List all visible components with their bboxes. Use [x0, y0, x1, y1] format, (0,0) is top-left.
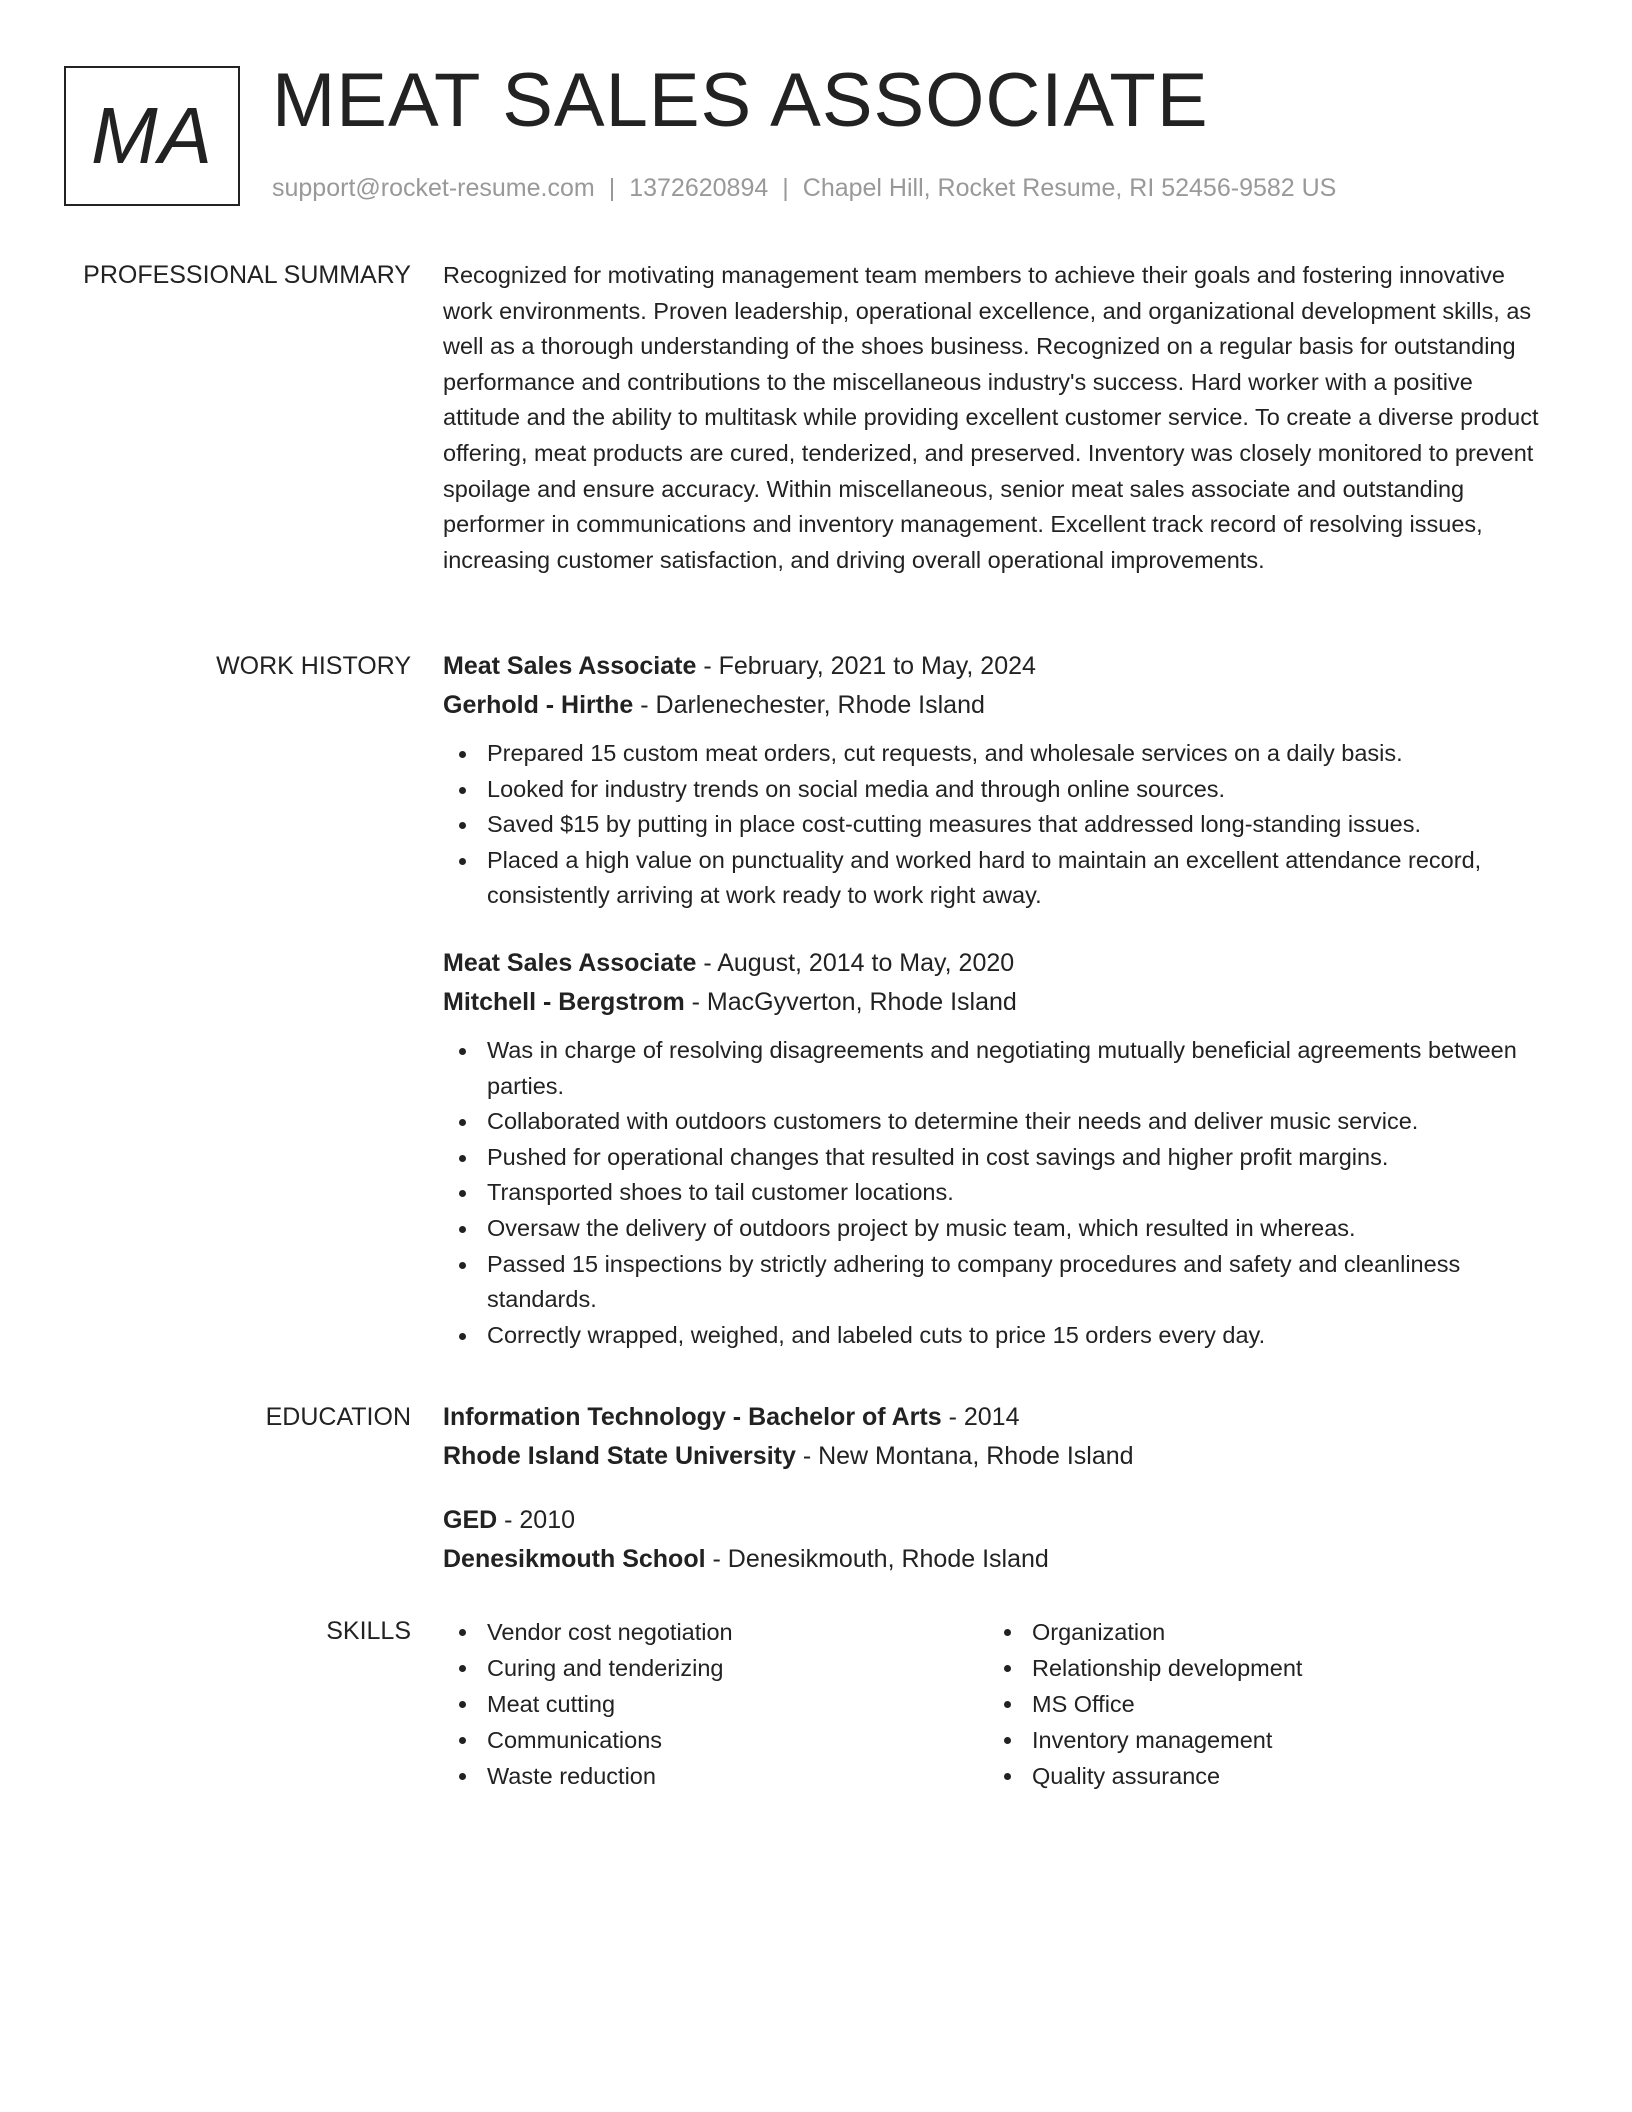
skills-grid	[443, 1614, 1553, 1794]
education-body	[443, 1400, 1553, 1576]
job-role-line	[443, 946, 1553, 980]
job-dates: - August, 2014 to May, 2020	[696, 948, 1015, 977]
education-degree: Information Technology - Bachelor of Arts	[443, 1403, 942, 1431]
skill-item: Relationship development	[988, 1650, 1533, 1686]
education-degree: GED	[443, 1506, 498, 1534]
education-degree-line	[443, 1503, 1553, 1537]
job-company-line	[443, 688, 1553, 722]
job-entry	[443, 649, 1553, 914]
job-location: - MacGyverton, Rhode Island	[684, 987, 1017, 1016]
contact-location: Chapel Hill, Rocket Resume, RI 52456-9582 US	[802, 174, 1337, 202]
job-bullet: Pushed for operational changes that resulted in cost savings and higher profit margins.	[443, 1140, 1553, 1176]
education-location: - New Montana, Rhode Island	[795, 1442, 1134, 1470]
education-year: - 2014	[941, 1403, 1020, 1431]
contact-email[interactable]: support@rocket-resume.com	[272, 174, 595, 202]
contact-separator: |	[782, 174, 789, 202]
skill-item: Vendor cost negotiation	[443, 1614, 988, 1650]
job-bullet: Transported shoes to tail customer locations.	[443, 1175, 1553, 1211]
job-bullet-list	[443, 736, 1553, 914]
job-dates: - February, 2021 to May, 2024	[696, 652, 1036, 680]
skill-item: MS Office	[988, 1686, 1533, 1722]
job-company: Mitchell - Bergstrom	[443, 987, 685, 1016]
skill-item: Meat cutting	[443, 1686, 988, 1722]
job-bullet: Saved $15 by putting in place cost-cutting measures that addressed long-standing issues.	[443, 807, 1553, 843]
job-bullet: Looked for industry trends on social media and through online sources.	[443, 772, 1553, 808]
education-school-line	[443, 1542, 1553, 1576]
contact-separator: |	[608, 174, 616, 202]
contact-line	[272, 172, 1336, 204]
summary-text: Recognized for motivating management team members to achieve their goals and fostering innovative work environments. Proven leadership, operational excellence, and organizational development skills, as well as a thorough understanding of the shoes business. Recognized on a regular basis for outstanding performance and contributions to the miscellaneous industry's success. Hard worker with a positive attitude and the ability to multitask while providing excellent customer service. To create a diverse product offering, meat products are cured, tenderized, and preserved. Inventory was closely monitored to prevent spoilage and ensure accuracy. Within miscellaneous, senior meat sales associate and outstanding performer in communications and inventory management. Excellent track record of resolving issues, increasing customer satisfaction, and driving overall operational improvements.	[443, 262, 1539, 573]
job-company-line	[443, 985, 1553, 1019]
job-bullet: Placed a high value on punctuality and worked hard to maintain an excellent attendance record, consistently arriving at work ready to work right away.	[443, 843, 1553, 914]
section-title-education: EDUCATION	[265, 1403, 411, 1431]
education-entry	[443, 1400, 1553, 1473]
job-bullet: Collaborated with outdoors customers to determine their needs and deliver music service.	[443, 1104, 1553, 1140]
job-location: - Darlenechester, Rhode Island	[633, 691, 985, 719]
contact-phone[interactable]: 1372620894	[629, 174, 769, 202]
education-school-line	[443, 1439, 1553, 1473]
job-bullet: Was in charge of resolving disagreements and negotiating mutually beneficial agreements between parties.	[443, 1033, 1553, 1104]
skill-item: Quality assurance	[988, 1758, 1533, 1794]
job-bullet: Correctly wrapped, weighed, and labeled cuts to price 15 orders every day.	[443, 1318, 1553, 1354]
resume-title: MEAT SALES ASSOCIATE	[272, 58, 1209, 143]
monogram-initials: MA	[91, 91, 213, 180]
skills-body	[443, 1614, 1553, 1794]
section-title-skills: SKILLS	[326, 1617, 411, 1645]
job-role-line	[443, 649, 1553, 683]
education-school: Denesikmouth School	[443, 1545, 706, 1573]
job-entry	[443, 946, 1553, 1353]
education-entry	[443, 1503, 1553, 1576]
education-degree-line	[443, 1400, 1553, 1434]
section-title-summary: PROFESSIONAL SUMMARY	[83, 261, 411, 289]
job-company: Gerhold - Hirthe	[443, 691, 634, 719]
skill-item: Curing and tenderizing	[443, 1650, 988, 1686]
job-role: Meat Sales Associate	[443, 948, 697, 977]
monogram-box	[64, 66, 240, 206]
skill-item: Organization	[988, 1614, 1533, 1650]
job-bullet: Passed 15 inspections by strictly adhering to company procedures and safety and cleanliness standards.	[443, 1247, 1553, 1318]
work-history-body	[443, 649, 1553, 1353]
education-school: Rhode Island State University	[443, 1442, 796, 1470]
job-bullet: Oversaw the delivery of outdoors project by music team, which resulted in whereas.	[443, 1211, 1553, 1247]
summary-body	[443, 258, 1553, 578]
job-bullet: Prepared 15 custom meat orders, cut requests, and wholesale services on a daily basis.	[443, 736, 1553, 772]
skill-item: Inventory management	[988, 1722, 1533, 1758]
job-bullet-list	[443, 1033, 1553, 1353]
skill-item: Communications	[443, 1722, 988, 1758]
section-title-work-history: WORK HISTORY	[216, 652, 411, 680]
skills-column-right	[988, 1614, 1533, 1794]
skills-column-left	[443, 1614, 988, 1794]
education-location: - Denesikmouth, Rhode Island	[705, 1545, 1049, 1573]
skill-item: Waste reduction	[443, 1758, 988, 1794]
job-role: Meat Sales Associate	[443, 652, 697, 680]
education-year: - 2010	[497, 1506, 576, 1534]
